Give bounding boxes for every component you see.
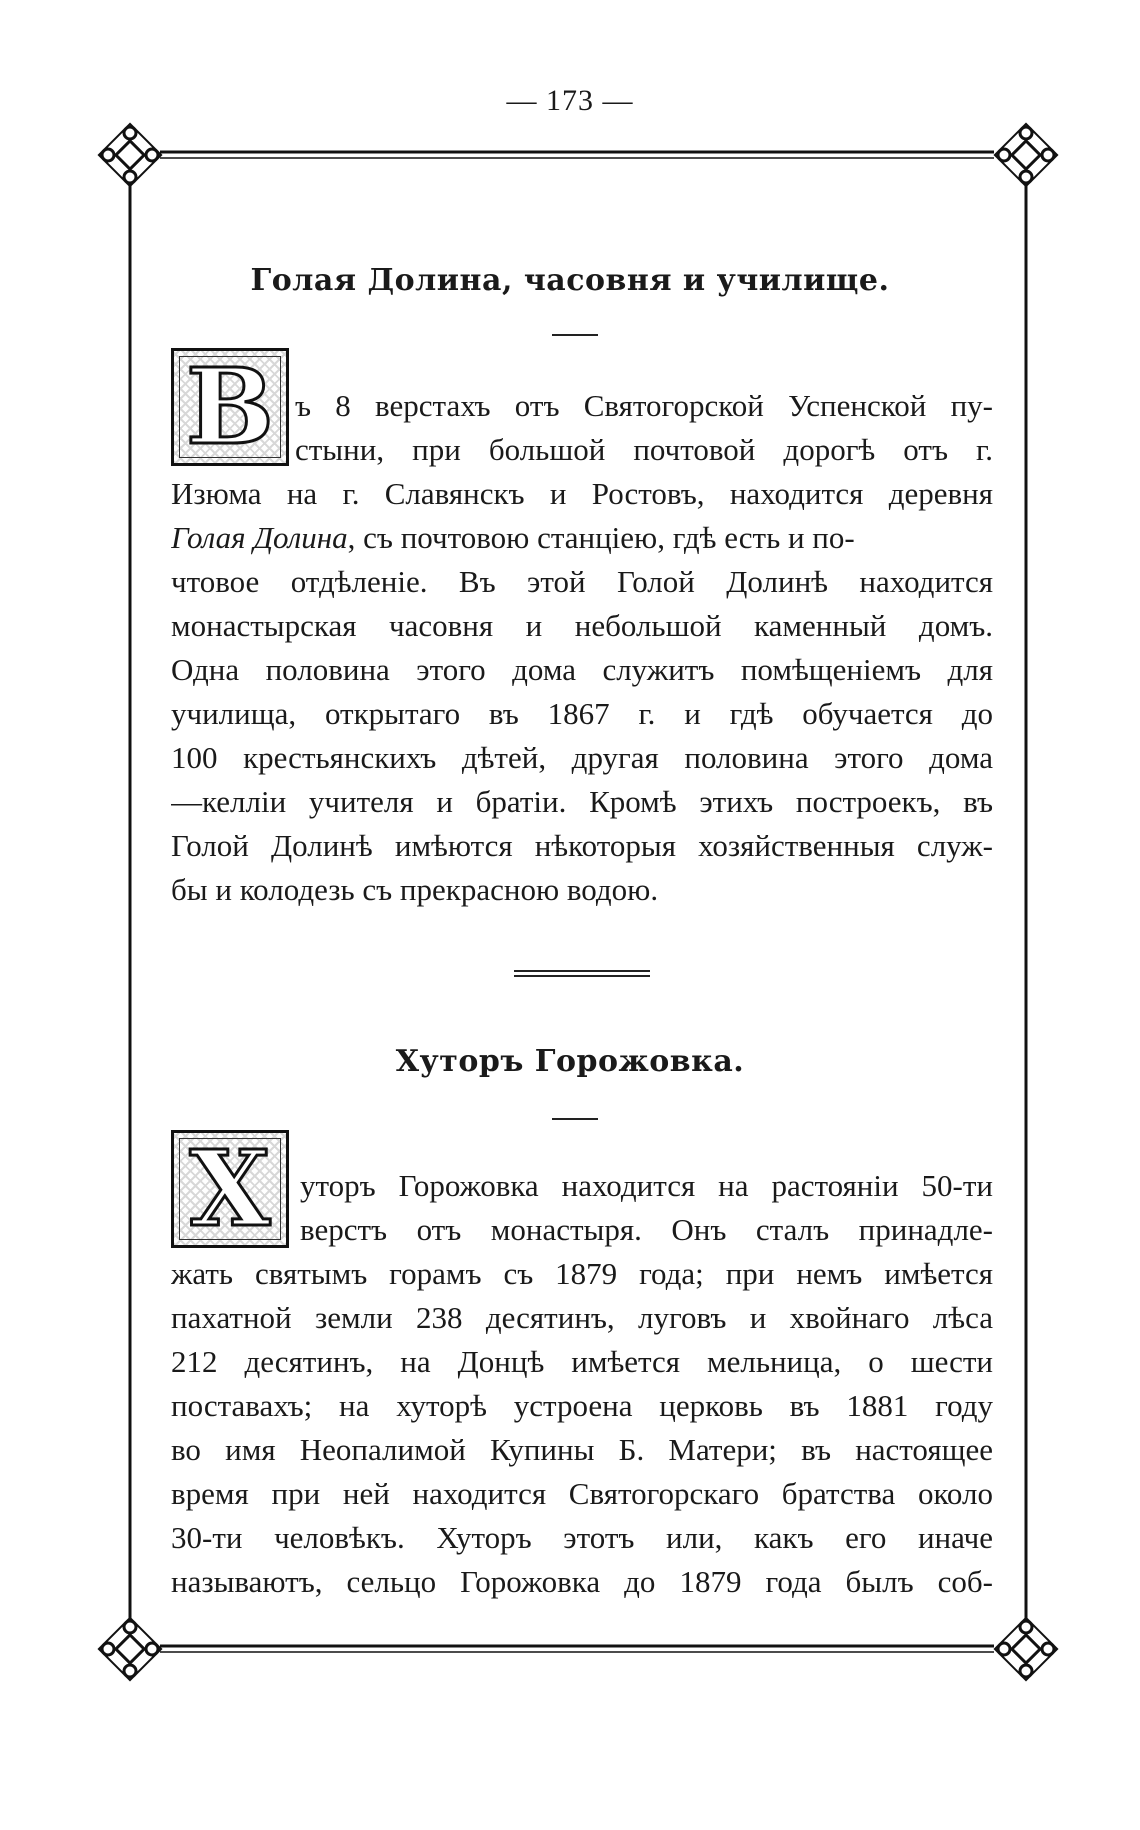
corner-ornament-bottom-right	[995, 1618, 1057, 1680]
paragraph-line: стыни, при большой почтовой дорогѣ отъ г.	[295, 432, 993, 467]
dropcap-letter: В	[186, 345, 274, 468]
paragraph-line: уторъ Горожовка находится на растояніи 50-ти	[300, 1168, 993, 1203]
paragraph-line: монастырская часовня и небольшой каменный домъ.	[171, 608, 993, 643]
title-rule	[552, 1118, 598, 1120]
corner-ornament-bottom-left	[99, 1618, 161, 1680]
paragraph-line: во имя Неопалимой Купины Б. Матери; въ настоящее	[171, 1432, 993, 1467]
dropcap-v	[171, 345, 289, 468]
place-name-italic: Голая Долина	[171, 520, 348, 555]
paragraph-line: называютъ, сельцо Горожовка до 1879 года былъ соб-	[171, 1564, 993, 1599]
paragraph-line: 30-ти человѣкъ. Хуторъ этотъ или, какъ его иначе	[171, 1520, 993, 1555]
paragraph-line: верстъ отъ монастыря. Онъ сталъ принадле-	[300, 1212, 993, 1247]
section-title-golaya-dolina: Голая Долина, часовня и училище.	[250, 263, 890, 298]
corner-ornament-top-right	[995, 124, 1057, 186]
paragraph-line-tail: , съ почтовою станціею, гдѣ есть и по-	[347, 520, 855, 555]
dropcap-kh	[171, 1127, 289, 1250]
paragraph-line: 100 крестьянскихъ дѣтей, другая половина этого дома	[171, 740, 993, 775]
paragraph-line: жать святымъ горамъ съ 1879 года; при немъ имѣется	[171, 1256, 993, 1291]
dropcap-letter: Х	[189, 1127, 271, 1250]
paragraph-line: Одна половина этого дома служитъ помѣщеніемъ для	[171, 652, 993, 687]
paragraph-line: бы и колодезь съ прекрасною водою.	[171, 872, 659, 907]
page-number: — 173 —	[506, 84, 634, 117]
corner-ornament-top-left	[99, 124, 161, 186]
title-rule	[552, 334, 598, 336]
paragraph-line: чтовое отдѣленіе. Въ этой Голой Долинѣ находится	[171, 564, 993, 599]
paragraph-line-mixed	[171, 516, 993, 560]
paragraph-line: —келліи учителя и братіи. Кромѣ этихъ построекъ, въ	[171, 784, 993, 819]
section-title-khutor-gorozhovka: Хуторъ Горожовка.	[395, 1044, 745, 1079]
section-divider	[514, 970, 650, 977]
paragraph-line: 212 десятинъ, на Донцѣ имѣется мельница, о шести	[171, 1344, 993, 1379]
paragraph-line: пахатной земли 238 десятинъ, луговъ и хвойнаго лѣса	[171, 1300, 993, 1335]
paragraph-line: Изюма на г. Славянскъ и Ростовъ, находится деревня	[171, 476, 993, 511]
paragraph-line: училища, открытаго въ 1867 г. и гдѣ обучается до	[171, 696, 993, 731]
paragraph-line: ъ 8 верстахъ отъ Святогорской Успенской пу-	[295, 388, 993, 423]
paragraph-line: поставахъ; на хуторѣ устроена церковь въ 1881 году	[171, 1388, 993, 1423]
paragraph-line: время при ней находится Святогорскаго братства около	[171, 1476, 993, 1511]
paragraph-line: Голой Долинѣ имѣются нѣкоторыя хозяйственныя служ-	[171, 828, 993, 863]
